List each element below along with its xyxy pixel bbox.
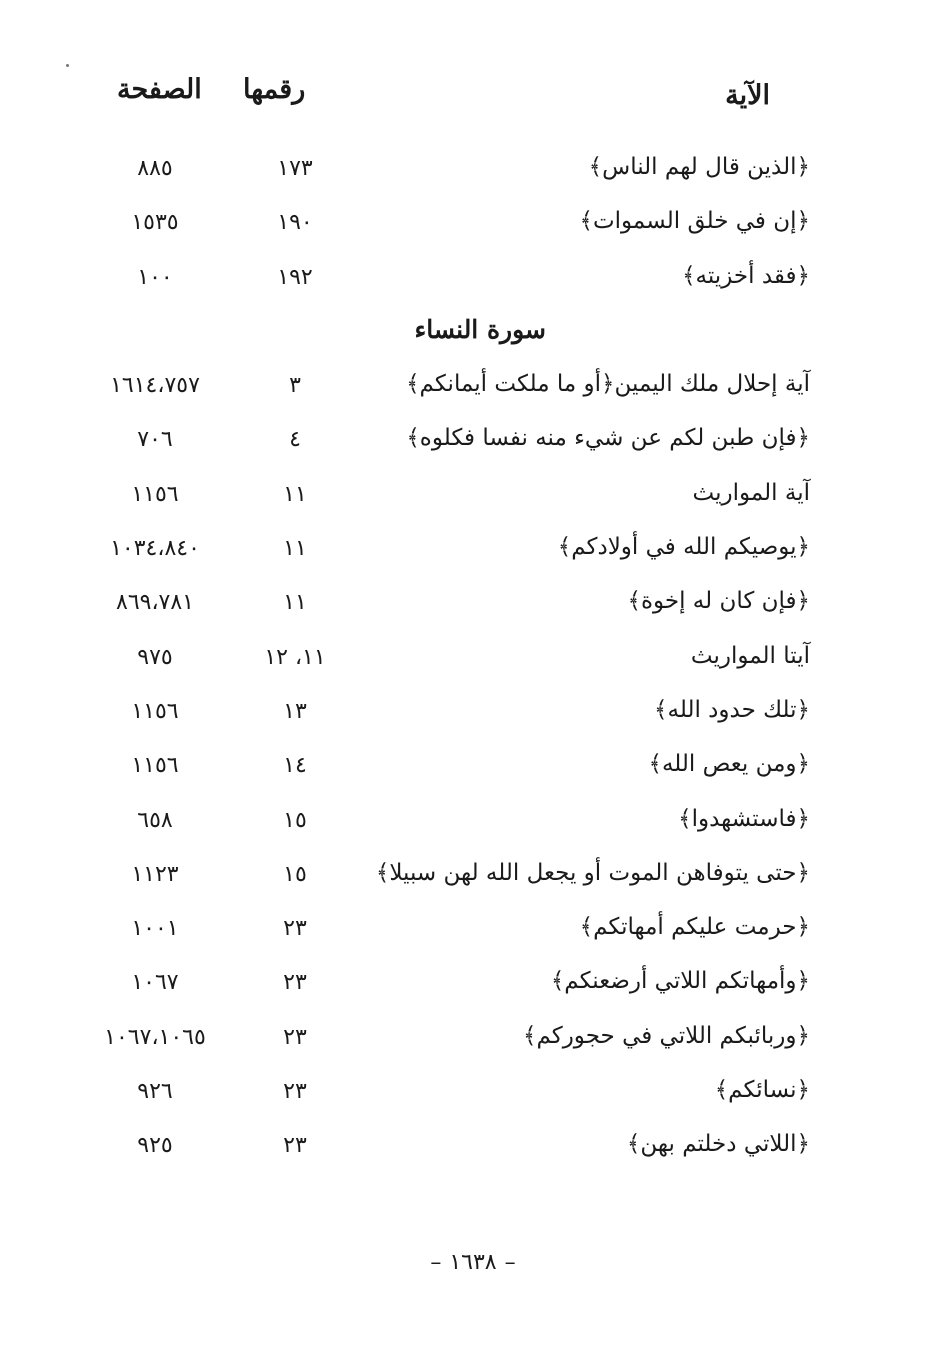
verse-text: ﴿وربائبكم اللاتي في حجوركم﴾ bbox=[522, 1022, 810, 1049]
verse-number: ٢٣ bbox=[283, 1133, 307, 1159]
table-row bbox=[0, 257, 946, 311]
verse-number: ١٣ bbox=[283, 698, 307, 724]
verse-text: ﴿فإن كان له إخوة﴾ bbox=[627, 588, 810, 615]
verse-number: ١١، ١٢ bbox=[264, 644, 326, 670]
table-row bbox=[0, 854, 946, 908]
verse-text: ﴿فاستشهدوا﴾ bbox=[678, 805, 810, 832]
index-rows bbox=[0, 148, 946, 1180]
verse-number: ٢٣ bbox=[283, 970, 307, 996]
page-reference: ٩٧٥ bbox=[137, 644, 173, 670]
verse-number: ١٥ bbox=[283, 861, 307, 887]
verse-number: ١٥ bbox=[283, 807, 307, 833]
footer-dash-left: – bbox=[430, 1250, 442, 1275]
table-row bbox=[0, 148, 946, 202]
footer-dash-right: – bbox=[504, 1250, 516, 1275]
table-row bbox=[0, 1017, 946, 1071]
verse-text: ﴿اللاتي دخلتم بهن﴾ bbox=[626, 1131, 810, 1158]
table-row bbox=[0, 202, 946, 256]
verse-text: ﴿إن في خلق السموات﴾ bbox=[579, 208, 810, 235]
page-reference: ٧٠٦ bbox=[137, 427, 173, 453]
table-row bbox=[0, 1125, 946, 1179]
table-row bbox=[0, 745, 946, 799]
table-row bbox=[0, 691, 946, 745]
page-reference: ٨٦٩،٧٨١ bbox=[116, 590, 194, 616]
page-reference: ١١٥٦ bbox=[131, 481, 179, 507]
header-verse: الآية bbox=[725, 80, 770, 111]
verse-text: ﴿حتى يتوفاهن الموت أو يجعل الله لهن سبيلا﴾ bbox=[375, 859, 810, 886]
page-reference: ٩٢٥ bbox=[137, 1133, 173, 1159]
header-page: الصفحة bbox=[117, 74, 202, 105]
page-reference: ١١٥٦ bbox=[131, 698, 179, 724]
page-reference: ٦٥٨ bbox=[137, 807, 173, 833]
page-reference: ٩٢٦ bbox=[137, 1079, 173, 1105]
verse-number: ٢٣ bbox=[283, 1024, 307, 1050]
verse-number: ٢٣ bbox=[283, 916, 307, 942]
page-reference: ١١٥٦ bbox=[131, 753, 179, 779]
verse-text: آية إحلال ملك اليمين﴿أو ما ملكت أيمانكم﴾ bbox=[406, 371, 810, 398]
page-reference: ١٠٦٧ bbox=[131, 970, 179, 996]
verse-text: ﴿ومن يعص الله﴾ bbox=[648, 751, 810, 778]
verse-text: آيتا المواريث bbox=[690, 642, 810, 669]
header-number: رقمها bbox=[243, 74, 306, 105]
page-reference: ١٥٣٥ bbox=[131, 210, 179, 236]
page-reference: ٨٨٥ bbox=[137, 156, 173, 181]
table-row bbox=[0, 474, 946, 528]
verse-text: آية المواريث bbox=[692, 479, 810, 506]
verse-text: ﴿وأمهاتكم اللاتي أرضعنكم﴾ bbox=[550, 968, 810, 995]
table-row bbox=[0, 962, 946, 1016]
page-reference: ١٠٣٤،٨٤٠ bbox=[110, 536, 200, 562]
table-row bbox=[0, 582, 946, 636]
page-reference: ١٠٦٧،١٠٦٥ bbox=[104, 1024, 206, 1050]
verse-text: ﴿حرمت عليكم أمهاتكم﴾ bbox=[579, 914, 810, 941]
verse-number: ١١ bbox=[283, 590, 307, 616]
scan-speck bbox=[66, 64, 69, 67]
verse-number: ١٤ bbox=[283, 753, 307, 779]
verse-number: ١٩٠ bbox=[277, 210, 313, 236]
verse-number: ١٧٣ bbox=[277, 156, 313, 181]
verse-number: ٣ bbox=[289, 373, 301, 399]
section-title: سورة النساء bbox=[414, 314, 546, 344]
page-reference: ١١٢٣ bbox=[131, 861, 179, 887]
verse-number: ٢٣ bbox=[283, 1079, 307, 1105]
table-row bbox=[0, 365, 946, 419]
page-footer bbox=[0, 1250, 946, 1275]
table-row bbox=[0, 800, 946, 854]
verse-number: ١٩٢ bbox=[277, 264, 313, 290]
page-reference: ١٠٠ bbox=[137, 264, 173, 290]
verse-number: ١١ bbox=[283, 481, 307, 507]
verse-number: ٤ bbox=[289, 427, 301, 453]
table-row bbox=[0, 528, 946, 582]
verse-text: ﴿الذين قال لهم الناس﴾ bbox=[588, 154, 810, 180]
page-reference: ١٠٠١ bbox=[131, 916, 179, 942]
verse-text: ﴿تلك حدود الله﴾ bbox=[654, 696, 810, 723]
table-row bbox=[0, 419, 946, 473]
section-heading-row bbox=[0, 311, 946, 365]
table-header bbox=[0, 72, 946, 122]
verse-number: ١١ bbox=[283, 536, 307, 562]
verse-text: ﴿نسائكم﴾ bbox=[714, 1077, 810, 1104]
verse-text: ﴿فقد أخزيته﴾ bbox=[682, 262, 810, 289]
verse-text: ﴿يوصيكم الله في أولادكم﴾ bbox=[557, 534, 810, 561]
page-reference: ١٦١٤،٧٥٧ bbox=[110, 373, 200, 399]
page-number: ١٦٣٨ bbox=[449, 1250, 497, 1275]
table-row bbox=[0, 908, 946, 962]
table-row bbox=[0, 637, 946, 691]
table-row bbox=[0, 1071, 946, 1125]
verse-text: ﴿فإن طبن لكم عن شيء منه نفسا فكلوه﴾ bbox=[406, 425, 810, 452]
